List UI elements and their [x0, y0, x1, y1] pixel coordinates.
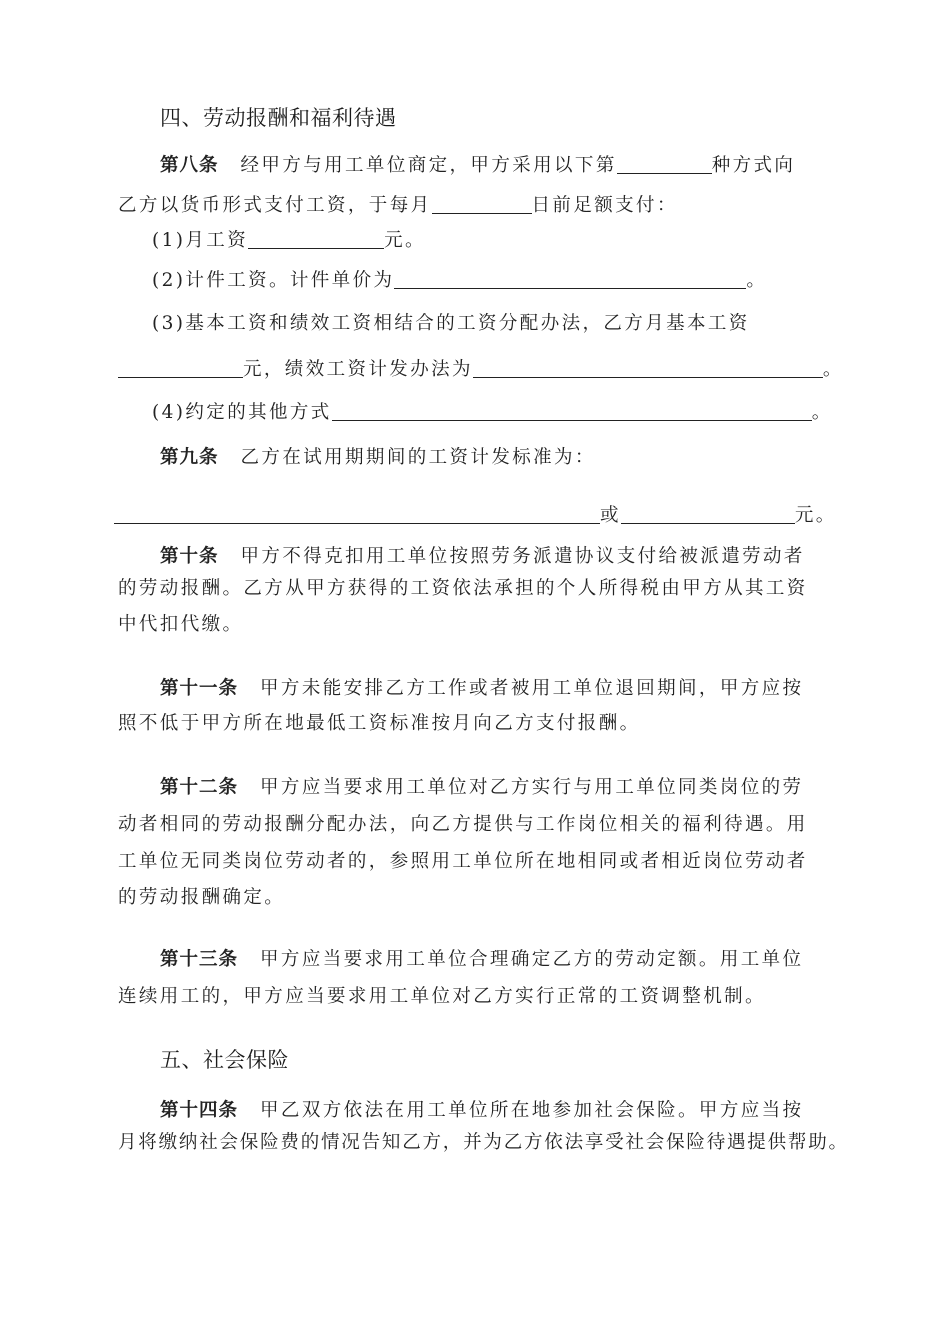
article-text: 甲方未能安排乙方工作或者被用工单位退回期间，甲方应按 — [260, 678, 804, 699]
article-text: 甲方应当要求用工单位对乙方实行与用工单位同类岗位的劳 — [260, 777, 804, 798]
article-14-line-1 — [160, 1099, 803, 1123]
section-heading-5: 五、社会保险 — [160, 1048, 289, 1072]
option-text: (2)计件工资。计件单价为 — [152, 270, 395, 291]
blank-field — [332, 400, 812, 421]
article-label: 第十条 — [160, 546, 219, 567]
article-13-line-2: 连续用工的，甲方应当要求用工单位对乙方实行正常的工资调整机制。 — [118, 986, 766, 1007]
article-text: 甲方应当要求用工单位合理确定乙方的劳动定额。用工单位 — [260, 949, 804, 970]
article-12-line-1 — [160, 776, 803, 800]
article-14-line-2: 月将缴纳社会保险费的情况告知乙方，并为乙方依法享受社会保险待遇提供帮助。 — [118, 1132, 849, 1153]
option-text: (1)月工资 — [152, 230, 249, 251]
article-text: 日前足额支付： — [531, 195, 678, 216]
option-text: 元。 — [384, 230, 426, 251]
article-9-line-1 — [160, 446, 596, 470]
article-12-line-4: 的劳动报酬确定。 — [118, 887, 286, 908]
article-label: 第十三条 — [160, 949, 239, 970]
option-text: 。 — [811, 402, 833, 423]
option-text: (4)约定的其他方式 — [152, 402, 332, 423]
article-label: 第十二条 — [160, 777, 239, 798]
blank-field — [248, 228, 384, 249]
option-text: 。 — [746, 270, 768, 291]
article-8-option-1 — [152, 228, 426, 253]
blank-field — [617, 153, 712, 174]
article-text: 种方式向 — [711, 155, 796, 176]
article-12-line-2: 动者相同的劳动报酬分配办法，向乙方提供与工作岗位相关的福利待遇。用 — [118, 814, 808, 835]
article-label: 第八条 — [160, 155, 219, 176]
article-8-line-1 — [160, 153, 795, 178]
article-8-line-2 — [118, 193, 678, 218]
article-text: 元。 — [794, 505, 837, 526]
option-text: 元，绩效工资计发办法为 — [243, 359, 473, 380]
article-8-option-3-line-1: (3)基本工资和绩效工资相结合的工资分配办法，乙方月基本工资 — [152, 313, 750, 334]
article-13-line-1 — [160, 948, 803, 972]
article-label: 第十一条 — [160, 678, 239, 699]
article-text: 乙方以货币形式支付工资，于每月 — [118, 195, 432, 216]
blank-field — [118, 357, 243, 378]
article-10-line-1 — [160, 545, 805, 569]
section-heading-4: 四、劳动报酬和福利待遇 — [160, 106, 397, 130]
article-10-line-3: 中代扣代缴。 — [118, 614, 244, 635]
article-text: 经甲方与用工单位商定，甲方采用以下第 — [240, 155, 617, 176]
article-label: 第九条 — [160, 447, 219, 468]
article-text: 甲乙双方依法在用工单位所在地参加社会保险。甲方应当按 — [260, 1100, 804, 1121]
article-11-line-1 — [160, 677, 803, 701]
blank-field — [621, 503, 795, 524]
article-12-line-3: 工单位无同类岗位劳动者的，参照用工单位所在地相同或者相近岗位劳动者 — [118, 851, 808, 872]
article-label: 第十四条 — [160, 1100, 239, 1121]
article-text: 甲方不得克扣用工单位按照劳务派遣协议支付给被派遣劳动者 — [240, 546, 805, 567]
article-10-line-2: 的劳动报酬。乙方从甲方获得的工资依法承担的个人所得税由甲方从其工资 — [118, 578, 808, 599]
option-text: 。 — [822, 359, 844, 380]
article-8-option-3-line-2 — [118, 357, 844, 382]
article-9-line-2 — [114, 503, 837, 528]
blank-field — [394, 268, 746, 289]
article-11-line-2: 照不低于甲方所在地最低工资标准按月向乙方支付报酬。 — [118, 713, 641, 734]
article-text: 或 — [600, 505, 621, 526]
blank-field — [114, 503, 600, 524]
article-text: 乙方在试用期期间的工资计发标准为： — [240, 447, 596, 468]
article-8-option-2 — [152, 268, 767, 293]
article-8-option-4 — [152, 400, 833, 425]
blank-field — [432, 193, 532, 214]
blank-field — [473, 357, 823, 378]
